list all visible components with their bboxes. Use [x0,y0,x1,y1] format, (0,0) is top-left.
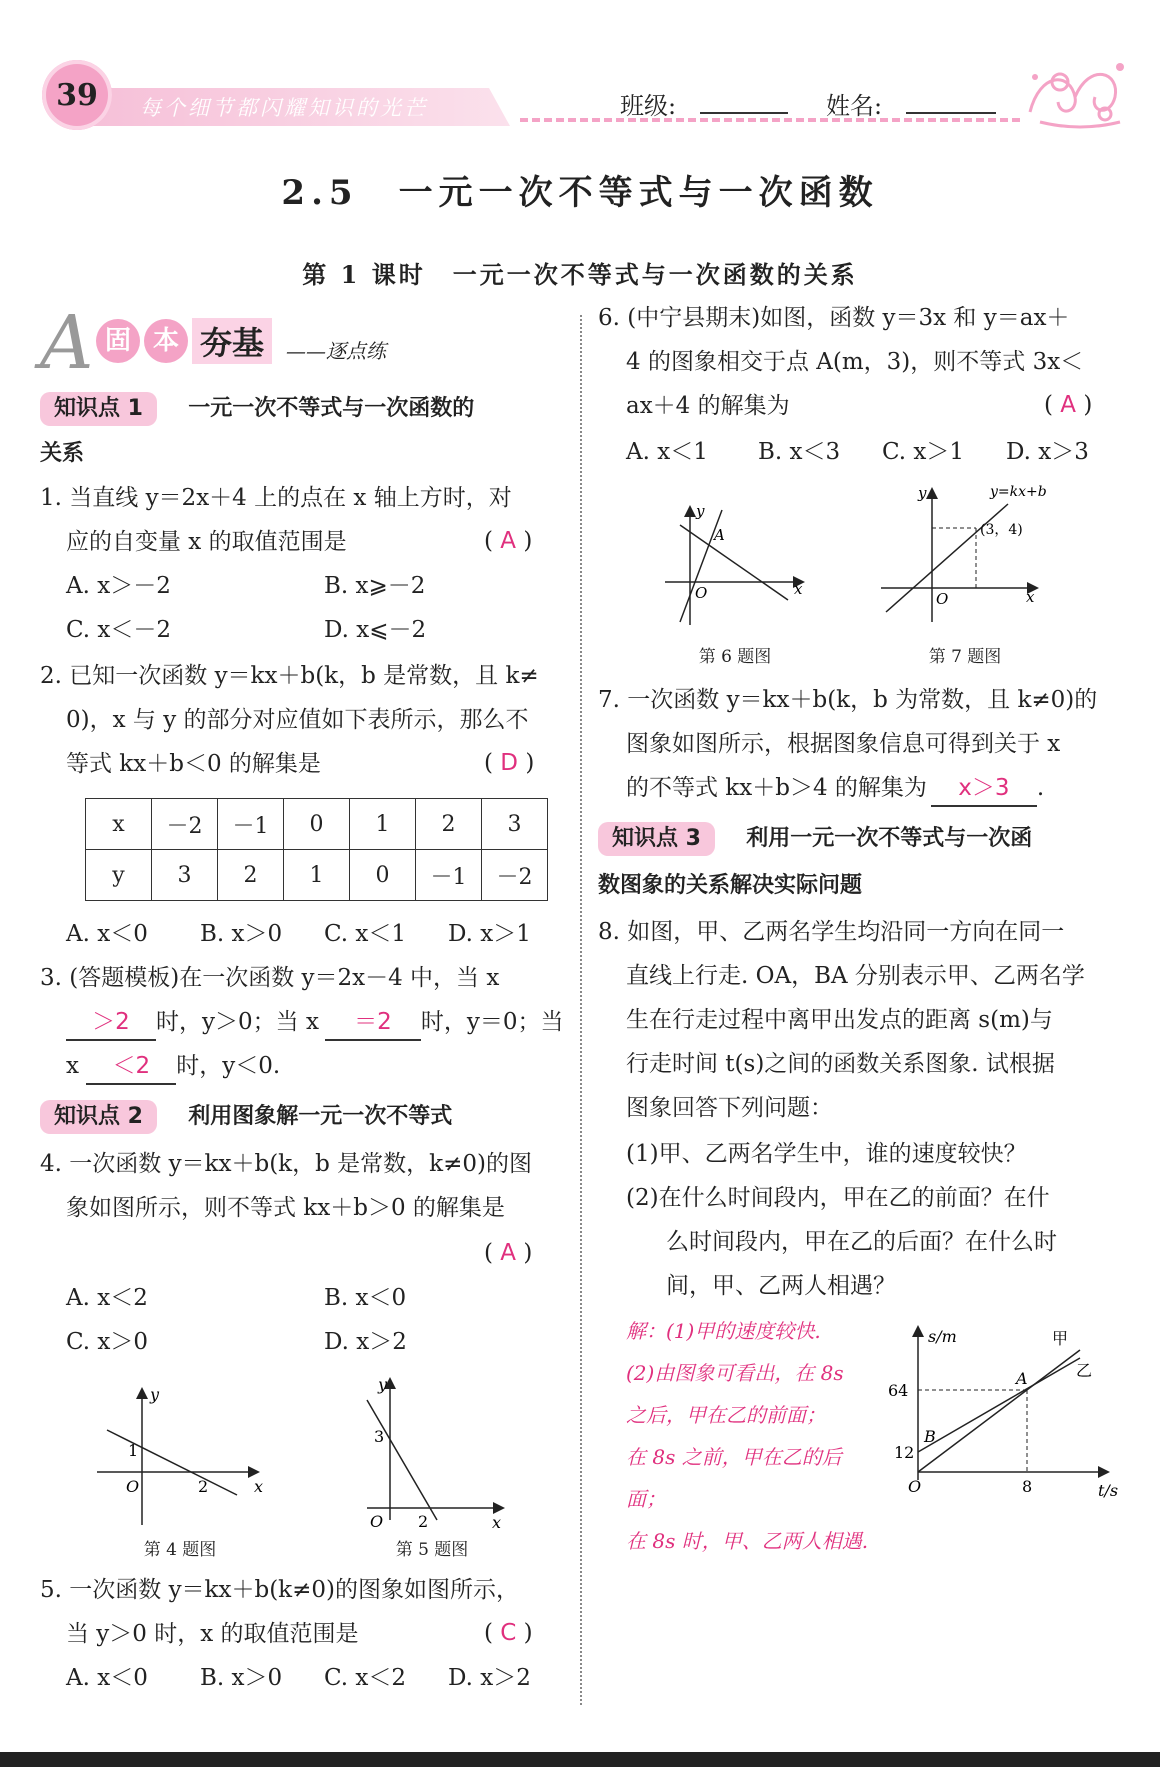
solution-line-6: 在 8s 时，甲、乙两人相遇. [626,1529,869,1553]
q5-line1: 5. 一次函数 y＝kx＋b(k≠0)的图象如图所示， [40,1577,519,1603]
section-a-letter: A [40,300,94,386]
q2-option-b: B. x＞0 [200,921,283,947]
q5-line2: 当 y＞0 时，x 的取值范围是 [66,1621,359,1647]
solution-line-2: (2)由图象可看出，在 8s [626,1361,844,1385]
solution-line-3: 之后，甲在乙的前面； [626,1403,826,1427]
column-divider [580,315,582,1705]
kp2-title: 利用图象解一元一次不等式 [188,1104,453,1129]
class-field[interactable] [700,112,788,114]
figure-5 [352,1370,512,1530]
q2-line1: 2. 已知一次函数 y＝kx＋b(k，b 是常数，且 k≠ [40,663,539,689]
section-a-banner [96,318,386,364]
q1-option-c: C. x＜－2 [66,617,172,643]
figure-8 [882,1320,1122,1500]
fig5-y-label: y [378,1375,388,1394]
q2-option-c: C. x＜1 [324,921,407,947]
q2-answer: ( D ) [484,750,535,776]
q4-option-b: B. x＜0 [324,1285,407,1311]
q4-line1: 4. 一次函数 y＝kx＋b(k，b 是常数，k≠0)的图 [40,1151,532,1177]
kp1-heading [40,386,474,431]
name-field[interactable] [906,112,996,114]
fig6-point-a: A [714,526,725,544]
fig4-origin: O [126,1477,140,1496]
q8-line3: 生在行走过程中离甲出发点的距离 s(m)与 [626,1007,1053,1033]
q4-option-a: A. x＜2 [66,1285,148,1311]
table-cell: 1 [284,850,350,901]
fig5-tick-2: 2 [418,1512,429,1530]
fig6-origin: O [695,584,708,602]
q1-option-a: A. x＞－2 [66,573,171,599]
table-cell: 0 [284,799,350,850]
q5-option-b: B. x＞0 [200,1665,283,1691]
q6-option-a: A. x＜1 [626,439,708,465]
table-row [86,850,548,901]
fig4-tick-2: 2 [198,1477,209,1496]
q4-option-c: C. x＞0 [66,1329,149,1355]
table-cell: －2 [152,799,218,850]
q8-sub1: (1)甲、乙两名学生中，谁的速度较快？ [626,1141,1027,1167]
q1-line2: 应的自变量 x 的取值范围是 [66,529,347,555]
kp3-title-cont: 数图象的关系解决实际问题 [598,873,863,898]
table-cell: x [86,799,152,850]
q6-option-d: D. x＞3 [1006,439,1089,465]
fig5-caption: 第 5 题图 [395,1540,469,1560]
fig7-y-label: y [918,484,927,502]
q4-option-d: D. x＞2 [324,1329,407,1355]
fig6-y-label: y [696,502,705,520]
q1-answer: ( A ) [484,528,533,554]
q7-line1: 7. 一次函数 y＝kx＋b(k，b 为常数，且 k≠0)的 [598,687,1098,713]
fig8-s-label: s/m [928,1327,957,1346]
fig8-origin: O [908,1477,922,1496]
solution-line-5: 面； [626,1487,666,1511]
table-cell: 3 [482,799,548,850]
kp1-title-cont: 关系 [40,441,85,466]
fig7-point: (3，4) [980,522,1023,538]
fig8-point-a: A [1016,1369,1028,1388]
q6-answer: ( A ) [1044,392,1093,418]
q3-line3 [66,1044,280,1088]
fig8-tick-64: 64 [888,1381,909,1400]
q6-line2: 4 的图象相交于点 A(m，3)，则不等式 3x＜ [626,349,1084,375]
kp2-label: 知识点 2 [40,1100,157,1134]
header-slogan: 每个细节都闪耀知识的光芒 [140,96,428,120]
q7-line3-text: 的不等式 kx＋b＞4 的解集为 [626,775,927,801]
q1-option-d: D. x⩽－2 [324,617,427,643]
kp1-label: 知识点 1 [40,392,157,426]
kp3-title: 利用一元一次不等式与一次函 [746,826,1033,851]
q5-option-c: C. x＜2 [324,1665,407,1691]
q3-blank-3[interactable]: ＜2 [86,1049,176,1085]
q3-end-3: 时，y＜0. [176,1053,281,1079]
section-a-char-2: 本 [144,319,188,363]
q2-line3: 等式 kx＋b＜0 的解集是 [66,751,321,777]
kp1-title: 一元一次不等式与一次函数的 [188,396,475,421]
table-cell: －1 [218,799,284,850]
q3-mid-2: 时，y＝0；当 [420,1009,564,1035]
q7-blank[interactable]: x＞3 [931,771,1037,807]
q8-line1: 8. 如图，甲、乙两名学生均沿同一方向在同一 [598,919,1065,945]
fig4-y-label: y [150,1385,160,1404]
table-cell: 3 [152,850,218,901]
q5-option-d: D. x＞2 [448,1665,531,1691]
solution-line-1: 解：(1)甲的速度较快. [626,1319,821,1343]
table-cell: y [86,850,152,901]
fig7-caption: 第 7 题图 [928,647,1002,667]
fig6-x-label: x [794,580,803,598]
q2-value-table [85,798,548,901]
q2-line2: 0)，x 与 y 的部分对应值如下表所示，那么不 [66,707,529,733]
table-cell: 2 [218,850,284,901]
q8-line4: 行走时间 t(s)之间的函数关系图象. 试根据 [626,1051,1055,1077]
q2-option-a: A. x＜0 [66,921,148,947]
fig8-line-yi [918,1358,1080,1452]
table-cell: 2 [416,799,482,850]
q4-answer: ( A ) [484,1240,533,1266]
q6-option-c: C. x＞1 [882,439,965,465]
q1-option-b: B. x⩾－2 [324,573,426,599]
page-number: 39 [42,60,112,130]
fig4-tick-1: 1 [128,1441,139,1460]
fig5-tick-3: 3 [374,1427,385,1446]
fig4-x-label: x [254,1477,264,1496]
q3-line2 [66,1000,564,1044]
q5-answer: ( C ) [484,1620,533,1646]
q8-line5: 图象回答下列问题： [626,1095,833,1121]
bottom-bar [0,1752,1160,1767]
q7-line3 [626,766,1044,810]
figure-4 [92,1380,272,1530]
q2-option-d: D. x＞1 [448,921,531,947]
fig7-func-label: y=kx+b [990,484,1047,500]
fig5-x-label: x [492,1513,502,1530]
q3-line1: 3. (答题模板)在一次函数 y＝2x－4 中，当 x [40,965,500,991]
fig7-x-label: x [1026,588,1035,606]
q5-option-a: A. x＜0 [66,1665,148,1691]
page-title: 2.5 一元一次不等式与一次函数 [281,173,879,213]
q7-end: . [1036,775,1045,801]
kp3-label: 知识点 3 [598,822,715,856]
fig6-caption: 第 6 题图 [698,647,772,667]
fig7-origin: O [936,590,949,608]
table-cell: 1 [350,799,416,850]
q6-line3: ax＋4 的解集为 [626,393,790,419]
table-cell: 0 [350,850,416,901]
q8-sub2b: 么时间段内，甲在乙的后面？在什么时 [666,1229,1057,1255]
fig8-t-label: t/s [1098,1481,1119,1500]
q1-line1: 1. 当直线 y＝2x＋4 上的点在 x 轴上方时，对 [40,485,512,511]
kp2-heading [40,1094,452,1139]
fig8-yi-label: 乙 [1076,1361,1093,1380]
fig8-jia-label: 甲 [1052,1329,1069,1348]
fig8-tick-8: 8 [1022,1477,1033,1496]
q3-blank-2[interactable]: ＝2 [325,1005,421,1041]
fig8-line-jia [918,1350,1080,1472]
q3-blank-1[interactable]: ＞2 [66,1005,156,1041]
figure-7 [876,482,1066,632]
flower-decoration-icon [1020,52,1130,132]
q8-sub2a: (2)在什么时间段内，甲在乙的前面？在什 [626,1185,1050,1211]
q8-sub2c: 间，甲、乙两人相遇？ [666,1273,896,1299]
table-cell: －2 [482,850,548,901]
q4-line2: 象如图所示，则不等式 kx＋b＞0 的解集是 [66,1195,505,1221]
q6-line1: 6. (中宁县期末)如图，函数 y＝3x 和 y＝ax＋ [598,305,1070,331]
q8-line2: 直线上行走. OA，BA 分别表示甲、乙两名学 [626,963,1085,989]
table-row [86,799,548,850]
solution-line-4: 在 8s 之前，甲在乙的后 [626,1445,842,1469]
fig5-origin: O [370,1512,384,1530]
section-a-char-1: 固 [96,319,140,363]
header-dash-line [520,118,1020,122]
q6-option-b: B. x＜3 [758,439,841,465]
fig5-line [367,1400,437,1520]
class-label: 班级: [620,92,677,120]
figure-6 [660,500,810,630]
q7-line2: 图象如图所示，根据图象信息可得到关于 x [626,731,1061,757]
fig8-tick-12: 12 [894,1443,915,1462]
page-subtitle: 第 1 课时 一元一次不等式与一次函数的关系 [302,260,858,289]
q3-lead-3: x [66,1053,79,1079]
table-cell: －1 [416,850,482,901]
fig8-point-b: B [924,1427,936,1446]
name-label: 姓名: [826,92,883,120]
section-a-tail: 夯基 [192,318,272,364]
q3-mid-1: 时，y＞0；当 x [156,1009,319,1035]
section-a-note: ——逐点练 [286,338,387,363]
fig4-caption: 第 4 题图 [143,1540,217,1560]
kp3-heading [598,816,1032,861]
